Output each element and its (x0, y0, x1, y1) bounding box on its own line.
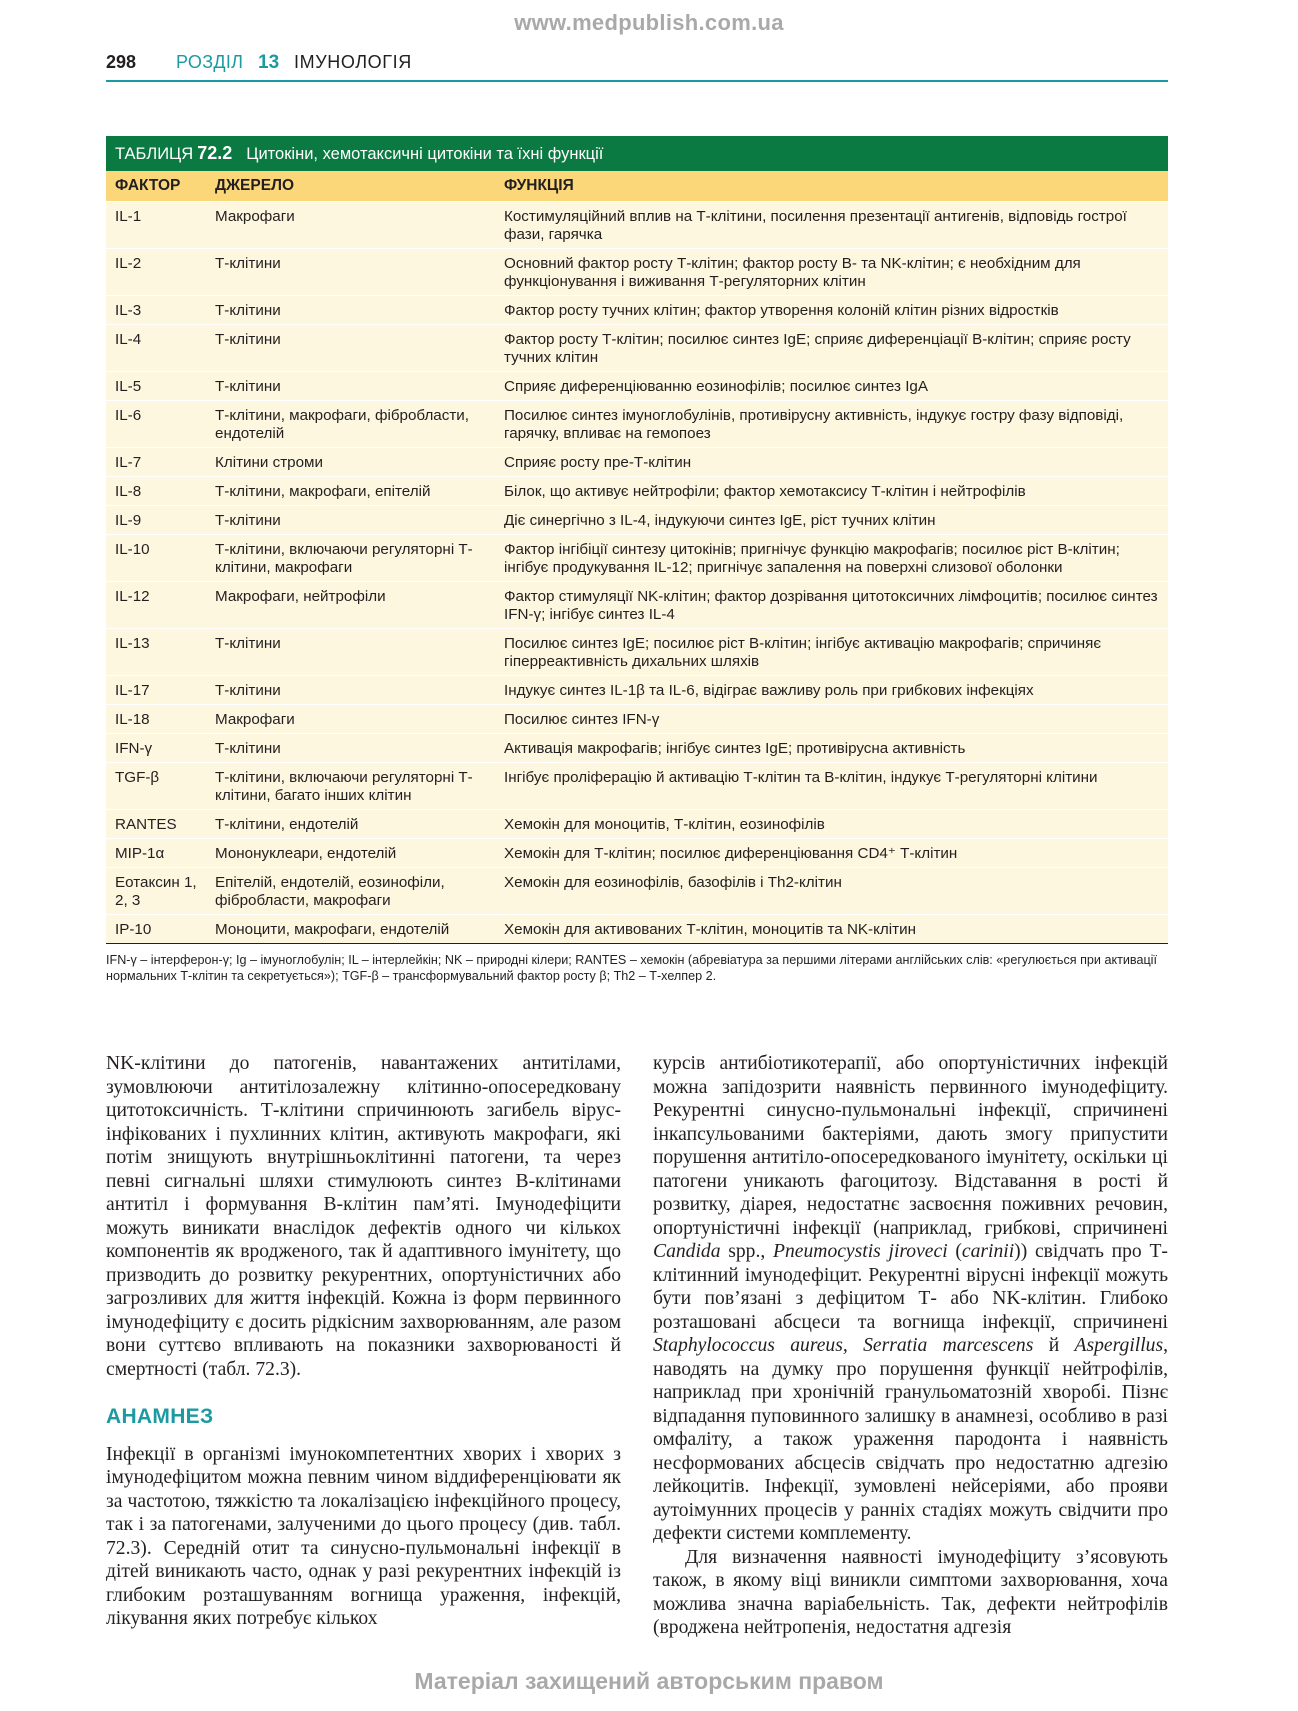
cell-function: Діє синергічно з IL-4, індукуючи синтез IgE, ріст тучних клітин (495, 506, 1168, 535)
cytokine-table-block (106, 136, 1168, 984)
right-column (653, 1052, 1168, 1640)
body-paragraph: NK-клітини до патогенів, навантажених антитілами, зумовлюючи антитілозалежну клітинно-опосередковану цитотоксичність. Т-клітини спричинюють загибель вірус-інфікованих і пухлинних клітин, активують макрофаги, які потім знищують внутрішньоклітинні патогени, та через певні сигнальні шляхи стимулюють синтез В-клітинами антитіл і формування В-клітин пам’яті. Імунодефіцити можуть виникати внаслідок дефектів одного чи кількох компонентів як вродженого, так й адаптивного імунітету, що призводить до розвитку рекурентних, опортуністичних або загрозливих для життя інфекцій. Кожна із форм первинного імунодефіциту є досить рідкісним захворюванням, але разом вони суттєво впливають на показники захворюваності й смертності (табл. 72.3). (106, 1053, 621, 1380)
text-run: й (1033, 1335, 1075, 1356)
cell-function: Посилює синтез IFN-γ (495, 705, 1168, 734)
species-name: Staphylococcus aureus, Serratia marcescens (653, 1335, 1034, 1356)
cell-factor: Еотаксин 1, 2, 3 (106, 868, 206, 915)
cell-function: Фактор інгібіції синтезу цитокінів; пригнічує функцію макрофагів; посилює ріст В-клітин; інгібує продукування IL-12; пригнічує запалення на поверхні слизової оболонки (495, 535, 1168, 582)
text-run: , наводять на думку про порушення функції нейтрофілів, наприклад при хронічній гранульоматозній хворобі. Пізнє відпадання пуповинного залишку в анамнезі, особливо в разі омфаліту, а також ураження пародонта і наявність несформованих абсцесів свідчать про недостатню адгезію лейкоцитів. Інфекції, зумовлені нейсеріями, або прояви аутоімунних процесів у ранніх стадіях можуть свідчити про дефекти системи комплементу. (653, 1335, 1168, 1544)
table-row (106, 535, 1168, 582)
table-caption-number: 72.2 (197, 143, 233, 163)
cell-factor: IL-7 (106, 448, 206, 477)
table-row (106, 582, 1168, 629)
cell-factor: MIP-1α (106, 839, 206, 868)
text-run: курсів антибіотикотерапії, або опортуністичних інфекцій можна запідозрити наявність первинного імунодефіциту. Рекурентні синусно-пульмональні інфекції, спричинені інкапсульованими бактеріями, дають змогу припустити порушення антитіло-опосередкованого імунітету, оскільки ці патогени уникають фагоцитозу. Відставання в рості й розвитку, діарея, недостатнє засвоєння поживних речовин, опортуністичні інфекції (наприклад, грибкові, спричинені (653, 1053, 1168, 1239)
cell-factor: IL-10 (106, 535, 206, 582)
body-paragraph: Для визначення наявності імунодефіциту з’ясовують також, в якому віці виникли симптоми захворювання, хоча можлива значна варіабельність. Так, дефекти нейтрофілів (вроджена нейтропенія, недостатня адгезія (653, 1546, 1168, 1638)
table-row (106, 763, 1168, 810)
cell-function: Основний фактор росту Т-клітин; фактор росту В- та NK-клітин; є необхідним для функціонування і виживання Т-регуляторних клітин (495, 249, 1168, 296)
column-header-factor: ФАКТОР (106, 171, 206, 202)
cell-function: Сприяє диференціюванню еозинофілів; посилює синтез IgA (495, 372, 1168, 401)
cell-function: Фактор росту Т-клітин; посилює синтез IgE; сприяє диференціації В-клітин; сприяє росту тучних клітин (495, 325, 1168, 372)
table-row (106, 477, 1168, 506)
body-paragraph: Інфекції в організмі імунокомпетентних хворих і хворих з імунодефіцитом можна певним чином віддиференціювати як за частотою, тяжкістю та локалізацією інфекційного процесу, так і за патогенами, залученими до цього процесу (див. табл. 72.3). Середній отит та синусно-пульмональні інфекції в дітей виникають часто, однак у разі рекурентних інфекцій із глибоким розташуванням вогнища ураження, інфекцій, лікування яких потребує кількох (106, 1443, 621, 1629)
table-row (106, 401, 1168, 448)
table-row (106, 296, 1168, 325)
species-name: carinii (961, 1241, 1015, 1262)
text-run: ( (947, 1241, 962, 1262)
cell-factor: IL-18 (106, 705, 206, 734)
cell-factor: IFN-γ (106, 734, 206, 763)
text-run: spp., (720, 1241, 774, 1262)
cell-factor: IL-17 (106, 676, 206, 705)
cell-factor: IP-10 (106, 915, 206, 944)
cell-function: Інгібує проліферацію й активацію Т-клітин та В-клітин, індукує Т-регуляторні клітини (495, 763, 1168, 810)
table-header-row (106, 171, 1168, 202)
cell-source: Мононуклеари, ендотелій (206, 839, 495, 868)
chapter-label: РОЗДІЛ (176, 52, 244, 72)
table-caption-title: Цитокіни, хемотаксичні цитокіни та їхні функції (246, 145, 604, 163)
cell-function: Сприяє росту пре-Т-клітин (495, 448, 1168, 477)
cell-function: Активація макрофагів; інгібує синтез IgE; противірусна активність (495, 734, 1168, 763)
table-row (106, 810, 1168, 839)
cell-source: Т-клітини (206, 372, 495, 401)
species-name: Pneumocystis jiroveci (773, 1241, 948, 1262)
column-header-function: ФУНКЦІЯ (495, 171, 1168, 202)
species-name: Aspergillus (1074, 1335, 1164, 1356)
cell-source: Т-клітини (206, 734, 495, 763)
species-name: Candida (653, 1241, 721, 1262)
cell-function: Фактор росту тучних клітин; фактор утворення колоній клітин різних відростків (495, 296, 1168, 325)
column-header-source: ДЖЕРЕЛО (206, 171, 495, 202)
cell-factor: IL-13 (106, 629, 206, 676)
cell-source: Т-клітини, ендотелій (206, 810, 495, 839)
cell-function: Білок, що активує нейтрофіли; фактор хемотаксису Т-клітин і нейтрофілів (495, 477, 1168, 506)
chapter-title: ІМУНОЛОГІЯ (294, 52, 412, 72)
cell-function: Хемокін для моноцитів, Т-клітин, еозинофілів (495, 810, 1168, 839)
cell-source: Т-клітини (206, 506, 495, 535)
table-row (106, 249, 1168, 296)
cell-function: Хемокін для активованих Т-клітин, моноцитів та NK-клітин (495, 915, 1168, 944)
cell-source: Клітини строми (206, 448, 495, 477)
body-paragraph (653, 1052, 1168, 1546)
cell-factor: IL-8 (106, 477, 206, 506)
cell-factor: IL-1 (106, 202, 206, 249)
cell-function: Індукує синтез IL-1β та IL-6, відіграє важливу роль при грибкових інфекціях (495, 676, 1168, 705)
table-row (106, 705, 1168, 734)
table-row (106, 868, 1168, 915)
left-column (106, 1052, 621, 1631)
cell-factor: IL-5 (106, 372, 206, 401)
chapter-number: 13 (258, 52, 280, 73)
cell-function: Хемокін для еозинофілів, базофілів і Th2-клітин (495, 868, 1168, 915)
cell-source: Моноцити, макрофаги, ендотелій (206, 915, 495, 944)
table-row (106, 915, 1168, 944)
cell-factor: RANTES (106, 810, 206, 839)
text-run: )) свідчать про Т-клітинний імунодефіцит. Рекурентні вірусні інфекції можуть бути пов’язані з дефіцитом Т- або NK-клітин. Глибоко розташовані абсцеси та вогнища інфекції, спричинені (653, 1241, 1168, 1333)
table-caption (106, 136, 1168, 171)
table-row (106, 676, 1168, 705)
cell-function: Костимуляційний вплив на Т-клітини, посилення презентації антигенів, відповідь гострої фази, гарячка (495, 202, 1168, 249)
copyright-watermark: Матеріал захищений авторським правом (414, 1668, 884, 1694)
cell-source: Епітелій, ендотелій, еозинофіли, фібробласти, макрофаги (206, 868, 495, 915)
cell-factor: IL-2 (106, 249, 206, 296)
site-watermark: www.medpublish.com.ua (514, 10, 784, 35)
cell-function: Посилює синтез IgE; посилює ріст В-клітин; інгібує активацію макрофагів; спричиняє гіперреактивність дихальних шляхів (495, 629, 1168, 676)
cell-factor: IL-12 (106, 582, 206, 629)
table-row (106, 629, 1168, 676)
cell-factor: TGF-β (106, 763, 206, 810)
cell-factor: IL-3 (106, 296, 206, 325)
cell-source: Т-клітини, включаючи регуляторні Т-клітини, багато інших клітин (206, 763, 495, 810)
table-row (106, 325, 1168, 372)
page-number: 298 (106, 52, 137, 72)
table-row (106, 506, 1168, 535)
cell-source: Макрофаги (206, 705, 495, 734)
table-row (106, 372, 1168, 401)
table-row (106, 839, 1168, 868)
cell-source: Т-клітини (206, 249, 495, 296)
cell-source: Т-клітини (206, 325, 495, 372)
cell-source: Т-клітини, включаючи регуляторні Т-клітини, макрофаги (206, 535, 495, 582)
cell-source: Т-клітини (206, 676, 495, 705)
table-row (106, 202, 1168, 249)
running-header (106, 48, 1168, 82)
cytokine-table (106, 171, 1168, 944)
table-row (106, 734, 1168, 763)
cell-source: Макрофаги, нейтрофіли (206, 582, 495, 629)
table-footnote: IFN-γ – інтерферон-γ; Ig – імуноглобулін; IL – інтерлейкін; NK – природні кілери; RANTES – хемокін (абревіатура за першими літерами англійських слів: «регулюється при активації нормальних Т-клітин та секретується»); TGF-β – трансформувальний фактор росту β; Th2 – Т-хелпер 2. (106, 953, 1157, 983)
cell-function: Посилює синтез імуноглобулінів, противірусну активність, індукує гостру фазу відповіді, гарячку, впливає на гемопоез (495, 401, 1168, 448)
cell-source: Т-клітини (206, 629, 495, 676)
cell-source: Т-клітини, макрофаги, фібробласти, ендотелій (206, 401, 495, 448)
cell-factor: IL-4 (106, 325, 206, 372)
cell-source: Т-клітини (206, 296, 495, 325)
cell-function: Фактор стимуляції NK-клітин; фактор дозрівання цитотоксичних лімфоцитів; посилює синтез IFN-γ; інгібує синтез IL-4 (495, 582, 1168, 629)
cell-function: Хемокін для Т-клітин; посилює диференціювання CD4⁺ Т-клітин (495, 839, 1168, 868)
cell-factor: IL-6 (106, 401, 206, 448)
table-caption-label: ТАБЛИЦЯ (115, 145, 194, 163)
cell-source: Т-клітини, макрофаги, епітелій (206, 477, 495, 506)
table-row (106, 448, 1168, 477)
section-heading: АНАМНЕЗ (106, 1405, 214, 1428)
cell-source: Макрофаги (206, 202, 495, 249)
cell-factor: IL-9 (106, 506, 206, 535)
